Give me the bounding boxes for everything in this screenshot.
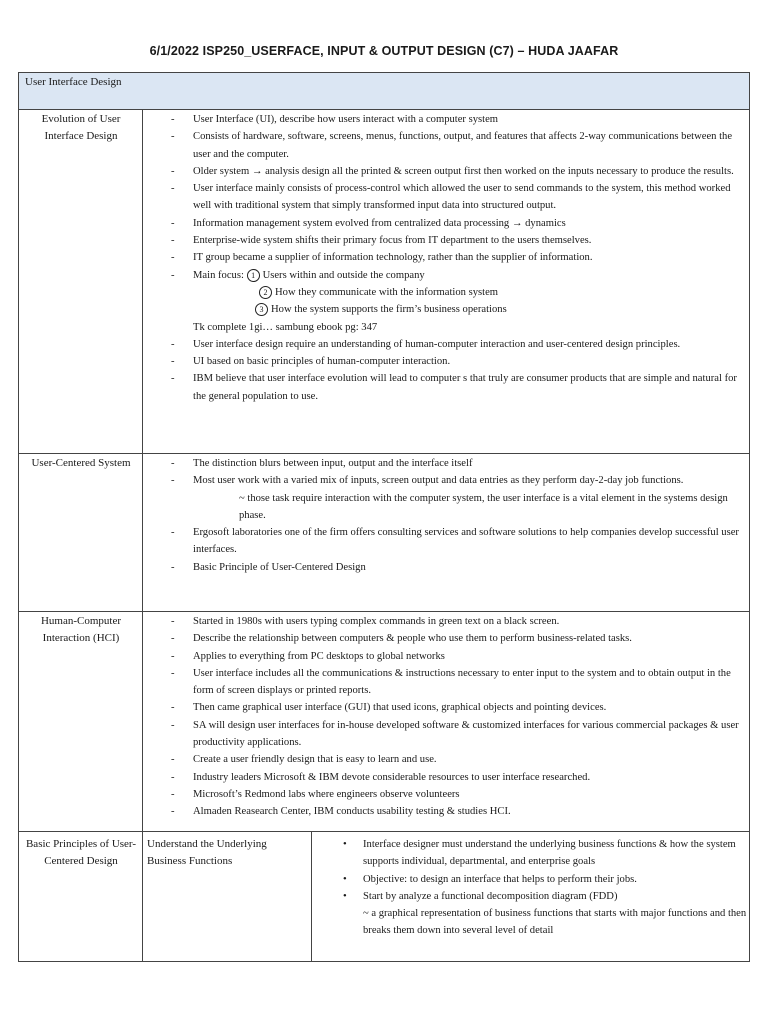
section-list-basic-principles	[317, 836, 747, 940]
list-item: • Objective: to design an interface that helps to perform their jobs.	[317, 871, 747, 888]
row-divider	[19, 453, 749, 454]
list-item: - SA will design user interfaces for in-house developed software & customized interfaces for various commercial packages & user productivity applications.	[171, 717, 743, 752]
list-item: • Start by analyze a functional decomposition diagram (FDD)	[317, 888, 747, 905]
section-list-hci	[171, 613, 743, 821]
circled-number: 3	[255, 303, 268, 316]
list-item: - Applies to everything from PC desktops to global networks	[171, 648, 743, 665]
list-item: - Industry leaders Microsoft & IBM devote considerable resources to user interface researched.	[171, 769, 743, 786]
list-item: - UI based on basic principles of human-computer interaction.	[171, 353, 743, 370]
list-item: - User interface includes all the communications & instructions necessary to enter input to the system and to obtain output in the form of screen displays or printed reports.	[171, 665, 743, 700]
page-title: 6/1/2022 ISP250_USERFACE, INPUT & OUTPUT DESIGN (C7) – HUDA JAAFAR	[149, 44, 619, 58]
main-focus-point: How they communicate with the information system	[275, 286, 499, 298]
notes-table	[18, 72, 750, 962]
list-item: - User interface mainly consists of process-control which allowed the user to send commands to the system, this method worked well with traditional system that simply transformed input data into structured output.	[171, 180, 743, 215]
main-focus-point: How the system supports the firm’s business operations	[271, 304, 507, 316]
section-topic-basic-principles: Basic Principles of User-Centered Design	[25, 838, 137, 868]
list-item: - Create a user friendly design that is easy to learn and use.	[171, 751, 743, 768]
list-item: - Information management system evolved from centralized data processing → dynamics	[171, 215, 743, 232]
main-focus-item	[171, 301, 743, 318]
circled-number: 1	[247, 269, 260, 282]
list-item: - Started in 1980s with users typing complex commands in green text on a black screen.	[171, 613, 743, 630]
main-focus-point: Users within and outside the company	[262, 269, 425, 281]
list-item: - The distinction blurs between input, output and the interface itself	[171, 455, 743, 472]
subtopic-business-functions: Understand the Underlying Business Functions	[147, 838, 267, 868]
circled-number: 2	[259, 286, 272, 299]
section-topic-evolution: Evolution of User Interface Design	[41, 113, 121, 143]
list-item: - IT group became a supplier of information technology, rather than the supplier of information.	[171, 249, 743, 266]
list-item: - Basic Principle of User-Centered Design	[171, 559, 743, 576]
list-item: ~ those task require interaction with the computer system, the user interface is a vital element in the systems design phase.	[239, 492, 728, 521]
main-focus-item	[171, 267, 743, 284]
list-item: - Ergosoft laboratories one of the firm offers consulting services and software solutions to help companies develop successful user interfaces.	[171, 524, 743, 559]
main-focus-label: Main focus:	[193, 269, 244, 281]
list-item: - Consists of hardware, software, screens, menus, functions, output, and features that affects 2-way communications between the user and the computer.	[171, 128, 743, 163]
list-item: - IBM believe that user interface evolution will lead to computer s that truly are consumer products that are simple and natural for the general population to use.	[171, 370, 743, 405]
section-list-user-centered	[171, 455, 743, 576]
list-item: - User interface design require an understanding of human-computer interaction and user-centered design principles.	[171, 336, 743, 353]
section-topic-hci: Human-Computer Interaction (HCI)	[40, 615, 122, 645]
list-item: - User Interface (UI), describe how users interact with a computer system	[171, 111, 743, 128]
column-divider	[311, 831, 312, 962]
section-list-evolution	[171, 111, 743, 405]
section-topic-user-centered: User-Centered System	[31, 457, 131, 469]
table-header-label: User Interface Design	[25, 76, 122, 88]
table-header-row	[19, 73, 749, 109]
row-divider	[19, 831, 749, 832]
column-divider	[142, 109, 143, 962]
list-item: - Microsoft’s Redmond labs where engineers observe volunteers	[171, 786, 743, 803]
main-focus-item	[171, 284, 743, 301]
row-divider	[19, 109, 749, 110]
list-item: - Older system → analysis design all the printed & screen output first then worked on the inputs necessary to produce the results.	[171, 163, 743, 180]
list-item: - Describe the relationship between computers & people who use them to perform business-related tasks.	[171, 630, 743, 647]
list-item: ~ a graphical representation of business functions that starts with major functions and then breaks them down into several level of detail	[363, 908, 747, 937]
row-divider	[19, 611, 749, 612]
ebook-note: Tk complete 1gi… sambung ebook pg: 347	[193, 321, 378, 333]
list-item: - Then came graphical user interface (GUI) that used icons, graphical objects and pointing devices.	[171, 699, 743, 716]
list-item: - Most user work with a varied mix of inputs, screen output and data entries as they perform day-2-day job functions.	[171, 472, 743, 489]
list-item: • Interface designer must understand the underlying business functions & how the system supports individual, departmental, and enterprise goals	[317, 836, 747, 871]
list-item: - Enterprise-wide system shifts their primary focus from IT department to the users themselves.	[171, 232, 743, 249]
list-item: - Almaden Reasearch Center, IBM conducts usability testing & studies HCI.	[171, 803, 743, 820]
